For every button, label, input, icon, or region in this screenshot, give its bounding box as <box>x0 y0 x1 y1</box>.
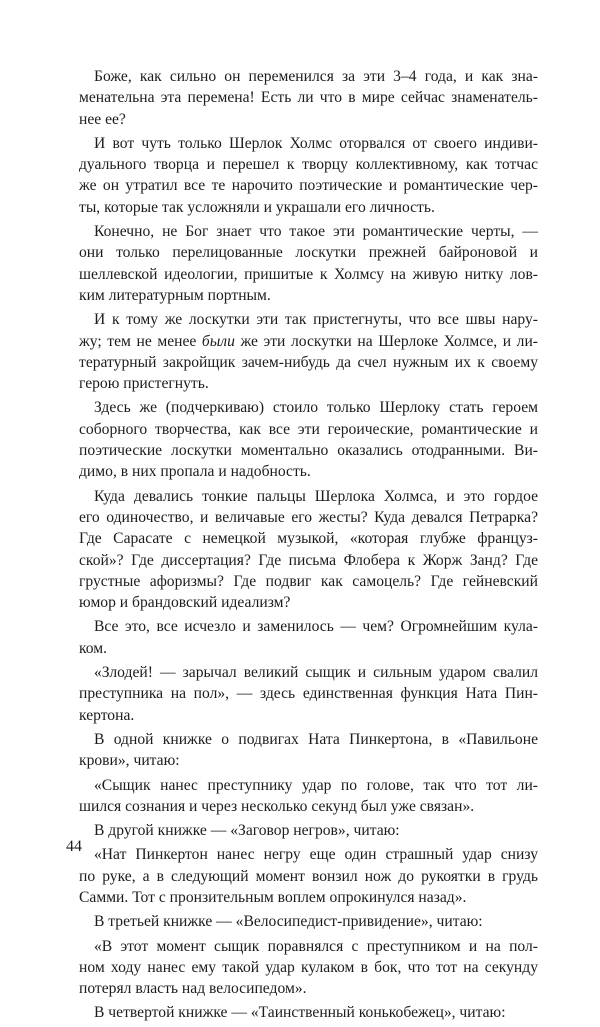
text-line: Здесь же (подчеркиваю) стоило только Шерлоку стать героем <box>94 399 538 417</box>
paragraph <box>79 66 538 130</box>
paragraph <box>79 133 538 218</box>
text-line: крови», читаю: <box>79 752 180 770</box>
text-line: И вот чуть только Шерлок Холмс оторвался от своего индиви- <box>94 134 538 152</box>
text-line: Боже, как сильно он переменился за эти 3–4 года, и как зна- <box>94 68 538 85</box>
text-line: «В этот момент сыщик поравнялся с преступником и на пол- <box>94 937 538 955</box>
text-line: жу; тем не менее были же эти лоскутки на Шерлоке Холмсе, и ли- <box>79 332 538 350</box>
paragraph <box>79 221 538 306</box>
text-line: кертона. <box>79 706 135 724</box>
text-line: «Злодей! — зарычал великий сыщик и сильным ударом свалил <box>94 664 538 682</box>
text-line: потерял власть над велосипедом». <box>79 980 307 998</box>
text-line: по руке, а в следующий момент вонзил нож до рукоятки в грудь <box>79 867 538 885</box>
text-line: ты, которые так усложняли и украшали его личность. <box>79 198 435 216</box>
paragraph <box>79 616 538 659</box>
page-number: 44 <box>66 838 82 855</box>
text-line: тературный закройщик зачем-нибудь да счел нужным их к своему <box>79 353 538 371</box>
paragraph <box>79 729 538 772</box>
text-line: поэтические лоскутки моментально оказались отодранными. Ви- <box>79 442 538 460</box>
text-line: Где Сарасате с немецкой музыкой, «которая глубже француз- <box>79 530 538 548</box>
text-line: Куда девались тонкие пальцы Шерлока Холмса, и это гордое <box>94 487 538 505</box>
text-line: же он утратил все те нарочито поэтические и романтические чер- <box>79 177 538 195</box>
text-line: менательна эта перемена! Есть ли что в мире сейчас знаменатель- <box>79 89 538 107</box>
paragraph <box>79 911 538 932</box>
text-line: ном ходу нанес ему такой удар кулаком в бок, что тот на секунду <box>79 958 538 976</box>
text-line: соборного творчества, как все эти героические, романтические и <box>79 420 538 438</box>
paragraph <box>79 1002 538 1023</box>
paragraph <box>79 936 538 1000</box>
text-line: ким литературным портным. <box>79 286 271 304</box>
text-line: ком. <box>79 639 108 657</box>
paragraph <box>79 844 538 908</box>
paragraph <box>79 820 538 841</box>
paragraph <box>79 486 538 614</box>
text-line: Все это, все исчезло и заменилось — чем? Огромнейшим кула- <box>94 618 538 636</box>
text-line: грустные афоризмы? Где подвиг как самоцель? Где гейневский <box>79 572 538 590</box>
text-line: «Сыщик нанес преступнику удар по голове, так что тот ли- <box>94 776 538 794</box>
paragraph <box>79 309 538 394</box>
text-line: «Нат Пинкертон нанес негру еще один страшный удар снизу <box>94 846 538 864</box>
text-line: В другой книжке — «Заговор негров», читаю: <box>94 822 400 840</box>
text-line: шеллевской идеологии, пришитые к Холмсу на живую нитку лов- <box>79 265 538 283</box>
text-line: В третьей книжке — «Велосипедист-привидение», читаю: <box>94 913 483 931</box>
paragraph <box>79 662 538 726</box>
text-line: димо, в них пропала и надобность. <box>79 463 311 481</box>
text-line: они только перелицованные лоскутки прежней байроновой и <box>79 244 538 262</box>
text-line: В четвертой книжке — «Таинственный конькобежец», читаю: <box>94 1004 506 1022</box>
text-line: И к тому же лоскутки эти так пристегнуты, что все швы нару- <box>94 311 538 329</box>
paragraph <box>79 775 538 818</box>
text-line: герою пристегнуть. <box>79 375 209 393</box>
body-text <box>79 66 538 1027</box>
text-line: его одиночество, и величавые его жесты? Куда девался Петрарка? <box>79 508 538 526</box>
text-line: Самми. Тот с пронзительным воплем опрокинулся назад». <box>79 888 467 906</box>
text-line: В одной книжке о подвигах Ната Пинкертона, в «Павильоне <box>94 730 538 748</box>
text-line: шился сознания и через несколько секунд был уже связан». <box>79 797 475 815</box>
paragraph <box>79 397 538 482</box>
text-line: Конечно, не Бог знает что такое эти романтические черты, — <box>94 223 538 241</box>
text-line: нее ее? <box>79 110 126 128</box>
text-line: ской»? Где диссертация? Где письма Флобера к Жорж Занд? Где <box>79 551 538 569</box>
text-line: юмор и брандовский идеализм? <box>79 594 291 612</box>
text-line: преступника на пол», — здесь единственная функция Ната Пин- <box>79 685 538 703</box>
text-line: дуального творца и перешел к творцу коллективному, как тотчас <box>79 156 538 174</box>
